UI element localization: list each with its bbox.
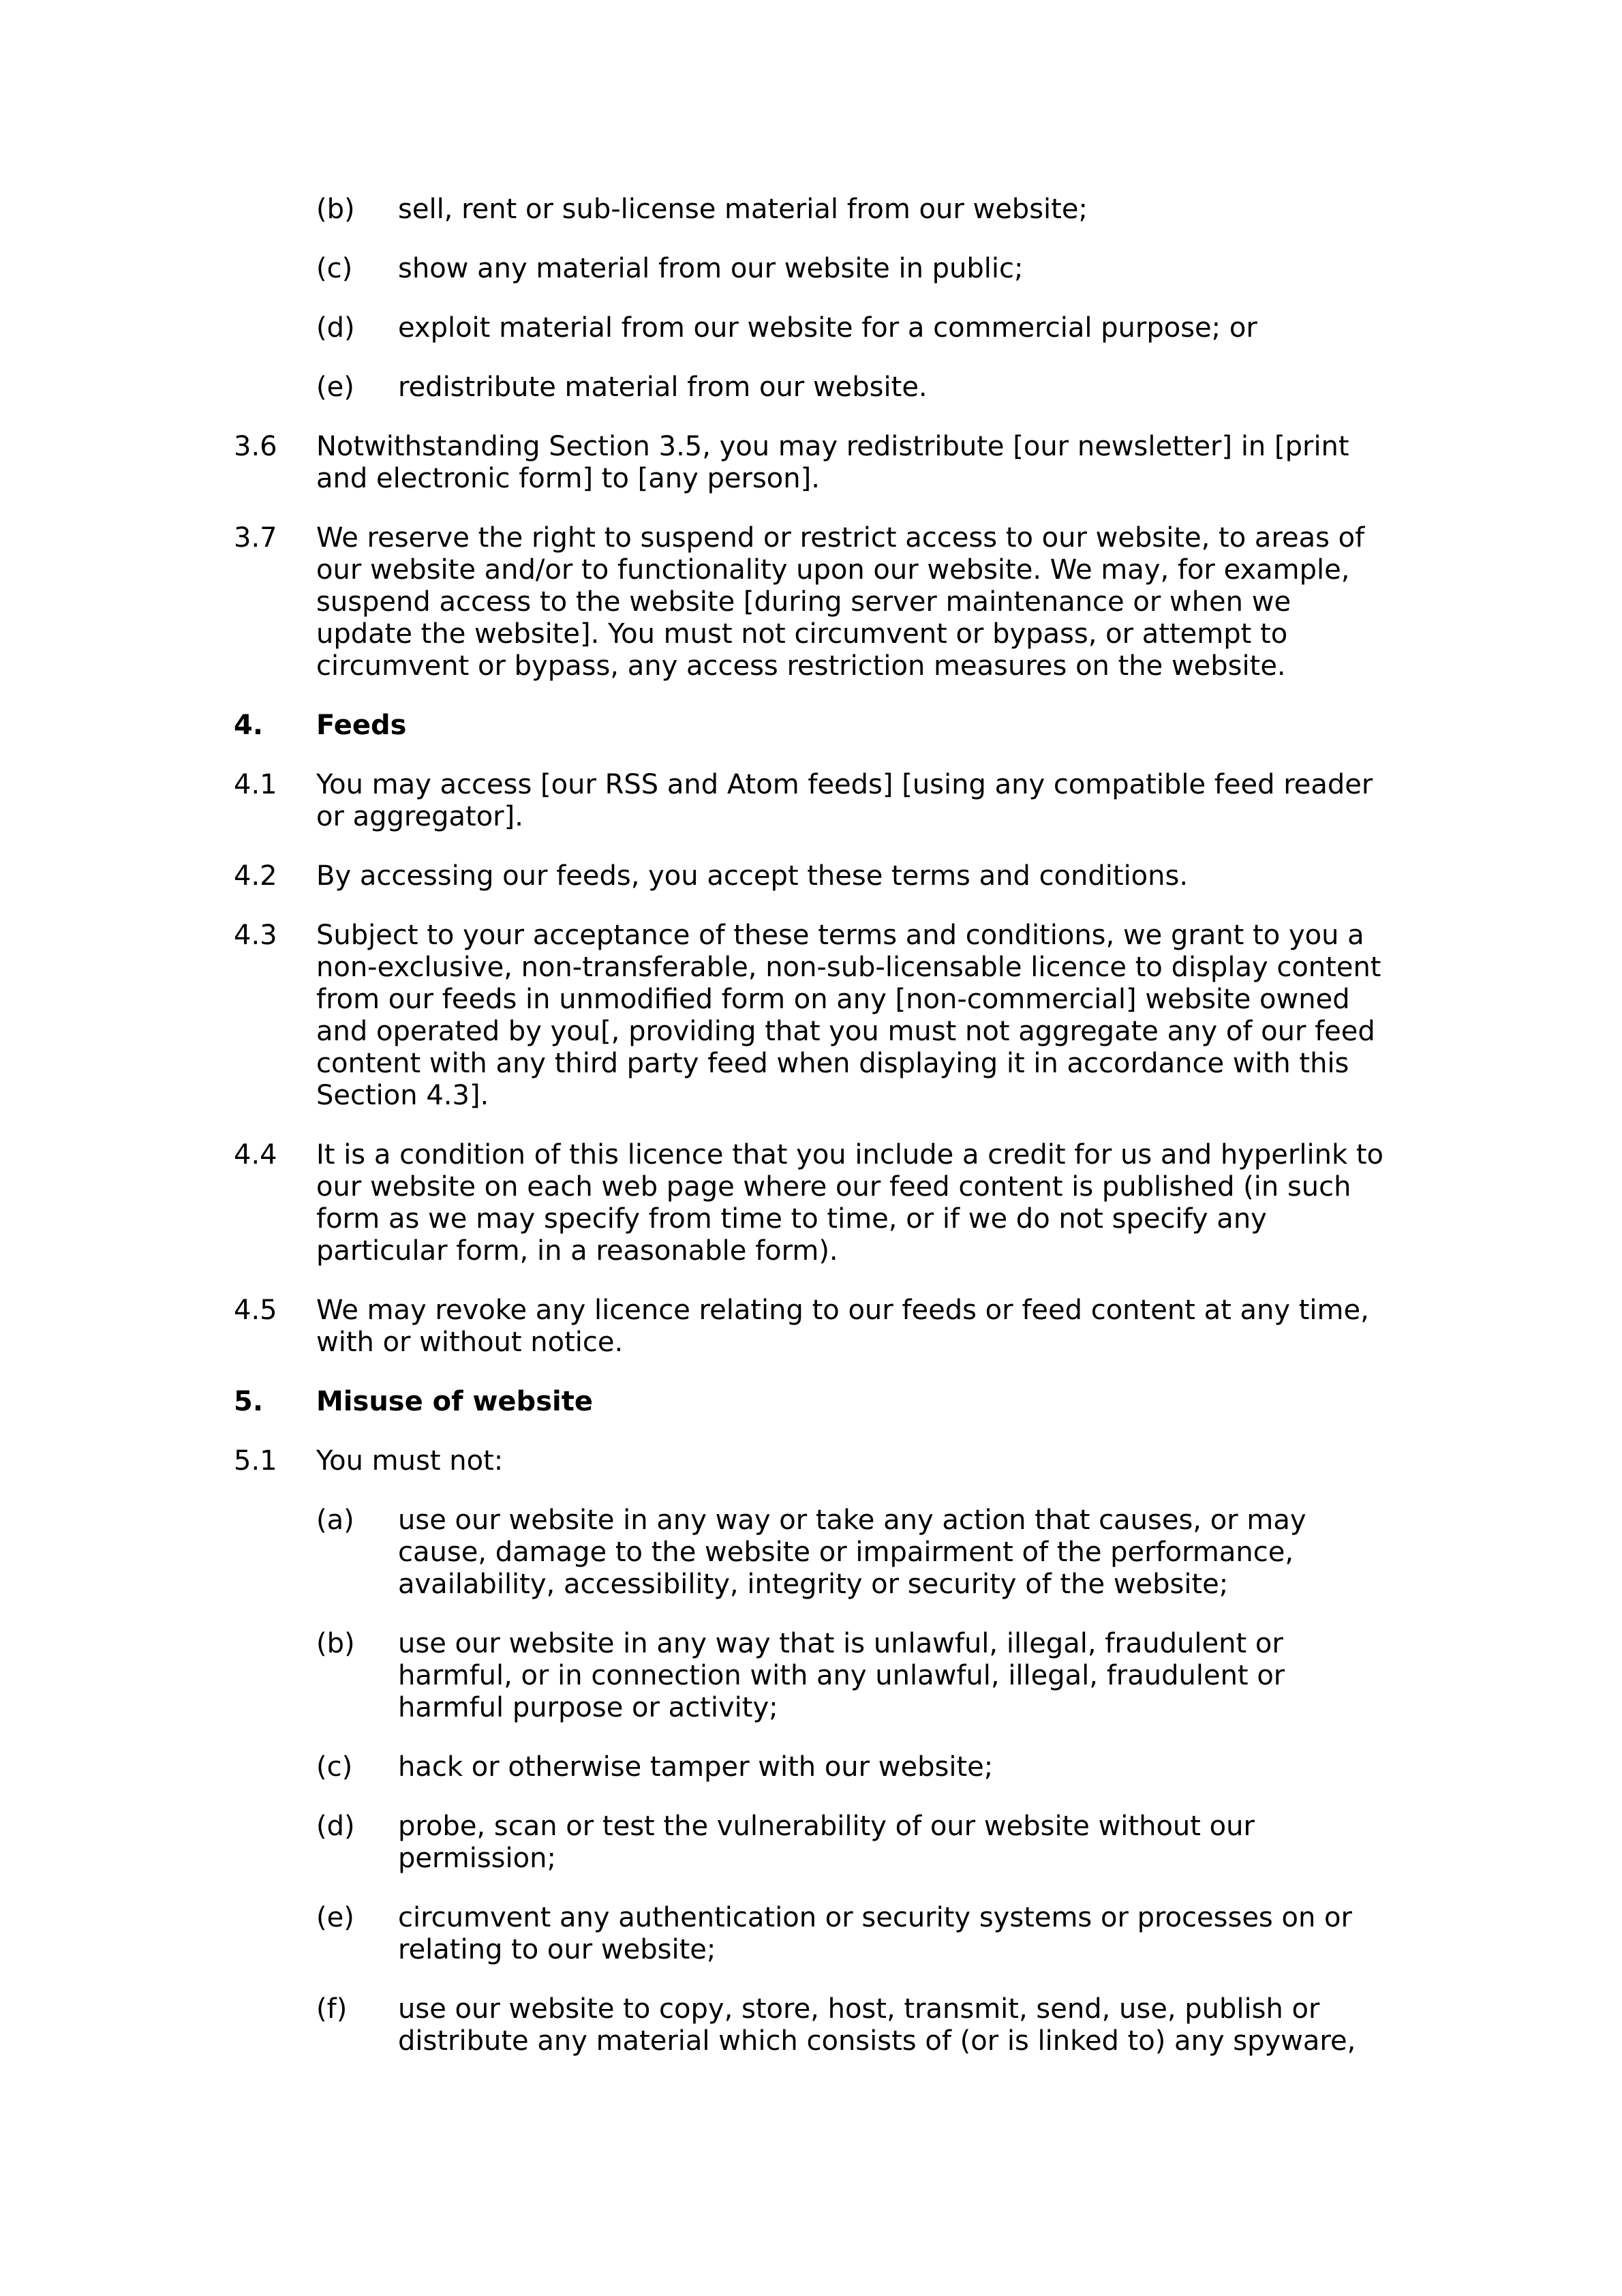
item-text-5-1-d-line-2: permission; xyxy=(398,1843,556,1874)
section-title-5: Misuse of website xyxy=(316,1386,593,1417)
item-text-5-1-b-line-3: harmful purpose or activity; xyxy=(398,1692,778,1723)
clause-number-4-5: 4.5 xyxy=(234,1295,277,1326)
item-text-3-5-d-line-1: exploit material from our website for a commercial purpose; or xyxy=(398,312,1257,344)
item-text-5-1-f-line-2: distribute any material which consists of (or is linked to) any spyware, xyxy=(398,2025,1356,2057)
item-text-5-1-b-line-1: use our website in any way that is unlawful, illegal, fraudulent or xyxy=(398,1628,1283,1659)
item-label-3-5-e: (e) xyxy=(316,372,354,403)
item-label-5-1-e: (e) xyxy=(316,1902,354,1933)
clause-4-3-line-6: Section 4.3]. xyxy=(316,1080,489,1111)
clause-4-3-line-2: non-exclusive, non-transferable, non-sub-licensable licence to display content xyxy=(316,952,1381,983)
clause-4-5-line-2: with or without notice. xyxy=(316,1327,624,1358)
clause-number-3-6: 3.6 xyxy=(234,431,277,462)
clause-3-7-line-2: our website and/or to functionality upon our website. We may, for example, xyxy=(316,554,1350,586)
clause-number-4-2: 4.2 xyxy=(234,860,277,892)
item-text-5-1-b-line-2: harmful, or in connection with any unlawful, illegal, fraudulent or xyxy=(398,1660,1285,1691)
clause-3-7-line-4: update the website]. You must not circumvent or bypass, or attempt to xyxy=(316,618,1288,650)
item-label-5-1-d: (d) xyxy=(316,1811,355,1842)
clause-4-1-line-1: You may access [our RSS and Atom feeds] [using any compatible feed reader xyxy=(316,769,1373,800)
clause-number-5-1: 5.1 xyxy=(234,1445,277,1477)
item-text-5-1-a-line-2: cause, damage to the website or impairment of the performance, xyxy=(398,1537,1294,1568)
item-label-5-1-f: (f) xyxy=(316,1993,348,2025)
section-number-5: 5. xyxy=(234,1386,264,1417)
clause-4-3-line-4: and operated by you[, providing that you must not aggregate any of our feed xyxy=(316,1016,1375,1047)
clause-number-4-3: 4.3 xyxy=(234,920,277,951)
item-text-3-5-c-line-1: show any material from our website in public; xyxy=(398,253,1024,284)
clause-4-3-line-3: from our feeds in unmodified form on any [non-commercial] website owned xyxy=(316,984,1350,1015)
item-text-5-1-c-line-1: hack or otherwise tamper with our website; xyxy=(398,1751,994,1783)
clause-3-6-line-2: and electronic form] to [any person]. xyxy=(316,463,820,494)
clause-4-4-line-3: form as we may specify from time to time, or if we do not specify any xyxy=(316,1203,1267,1235)
clause-4-2-line-1: By accessing our feeds, you accept these terms and conditions. xyxy=(316,860,1189,892)
section-number-4: 4. xyxy=(234,710,264,741)
clause-4-3-line-1: Subject to your acceptance of these terms and conditions, we grant to you a xyxy=(316,920,1364,951)
item-text-5-1-f-line-1: use our website to copy, store, host, transmit, send, use, publish or xyxy=(398,1993,1320,2025)
clause-number-4-1: 4.1 xyxy=(234,769,277,800)
clause-4-4-line-4: particular form, in a reasonable form). xyxy=(316,1235,838,1267)
clause-4-3-line-5: content with any third party feed when displaying it in accordance with this xyxy=(316,1048,1349,1079)
item-text-3-5-e-line-1: redistribute material from our website. xyxy=(398,372,928,403)
clause-4-4-line-2: our website on each web page where our feed content is published (in such xyxy=(316,1171,1351,1203)
clause-number-4-4: 4.4 xyxy=(234,1139,277,1170)
clause-number-3-7: 3.7 xyxy=(234,522,277,554)
item-text-5-1-e-line-2: relating to our website; xyxy=(398,1934,716,1965)
item-label-5-1-a: (a) xyxy=(316,1505,354,1536)
clause-4-1-line-2: or aggregator]. xyxy=(316,801,523,832)
clause-3-7-line-3: suspend access to the website [during server maintenance or when we xyxy=(316,586,1291,618)
item-text-5-1-a-line-1: use our website in any way or take any action that causes, or may xyxy=(398,1505,1306,1536)
clause-5-1-line-1: You must not: xyxy=(316,1445,504,1477)
item-text-5-1-d-line-1: probe, scan or test the vulnerability of our website without our xyxy=(398,1811,1255,1842)
item-label-5-1-b: (b) xyxy=(316,1628,355,1659)
item-text-5-1-a-line-3: availability, accessibility, integrity or security of the website; xyxy=(398,1569,1229,1600)
item-label-3-5-d: (d) xyxy=(316,312,355,344)
clause-3-7-line-5: circumvent or bypass, any access restriction measures on the website. xyxy=(316,650,1286,682)
clause-4-5-line-1: We may revoke any licence relating to our feeds or feed content at any time, xyxy=(316,1295,1369,1326)
item-text-5-1-e-line-1: circumvent any authentication or security systems or processes on or xyxy=(398,1902,1352,1933)
clause-3-7-line-1: We reserve the right to suspend or restrict access to our website, to areas of xyxy=(316,522,1365,554)
clause-3-6-line-1: Notwithstanding Section 3.5, you may redistribute [our newsletter] in [print xyxy=(316,431,1349,462)
clause-4-4-line-1: It is a condition of this licence that you include a credit for us and hyperlink to xyxy=(316,1139,1383,1170)
section-title-4: Feeds xyxy=(316,710,407,741)
item-text-3-5-b-line-1: sell, rent or sub-license material from our website; xyxy=(398,194,1088,225)
item-label-3-5-c: (c) xyxy=(316,253,353,284)
item-label-3-5-b: (b) xyxy=(316,194,355,225)
item-label-5-1-c: (c) xyxy=(316,1751,353,1783)
